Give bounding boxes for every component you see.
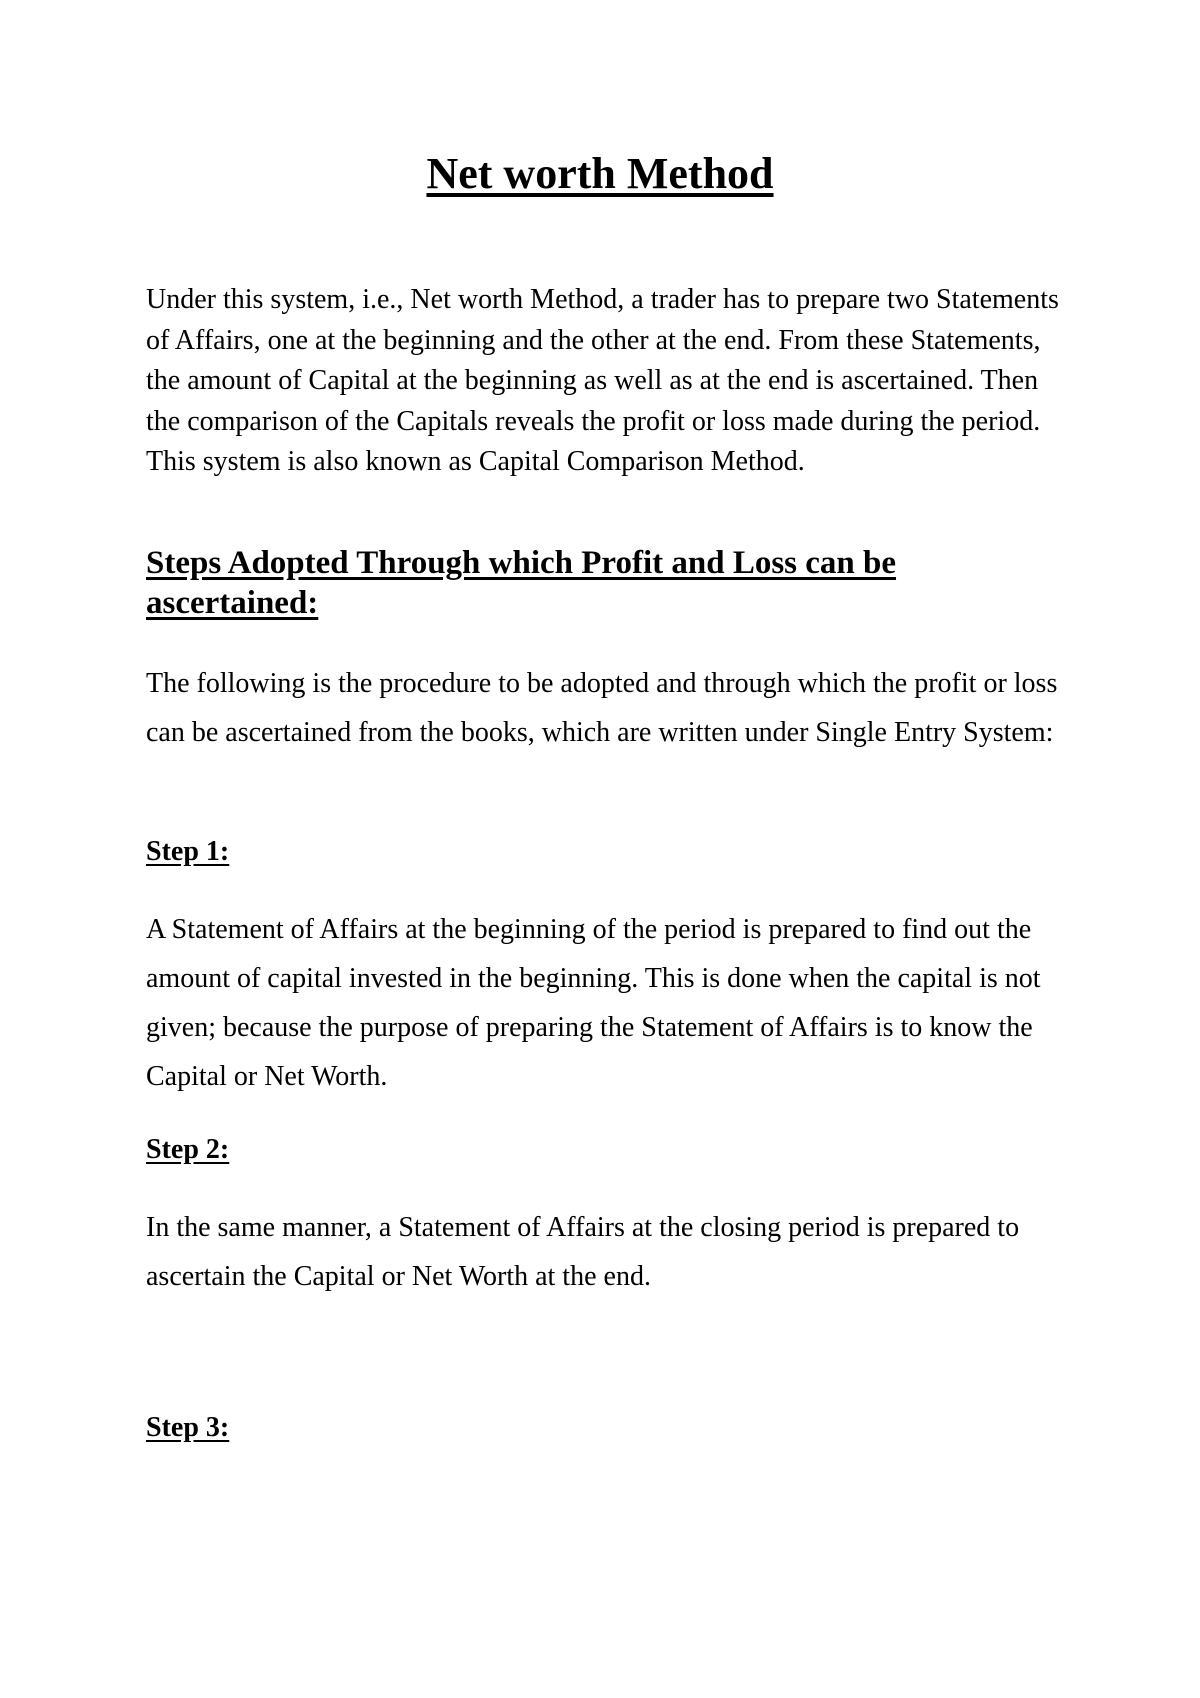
page-title: Net worth Method	[426, 149, 774, 198]
step-2-heading: Step 2:	[146, 1134, 230, 1165]
step-1-text: A Statement of Affairs at the beginning of the period is prepared to find out the amount of capital invested in the beginning. This is done when the capital is not given; because the purpose of preparing the Statement of Affairs is to know the Capital or Net Worth.	[146, 914, 1041, 1092]
step-1-heading: Step 1:	[146, 836, 230, 867]
procedure-paragraph: The following is the procedure to be adopted and through which the profit or loss can be ascertained from the books, which are written under Single Entry System:	[146, 668, 1058, 748]
section-heading: Steps Adopted Through which Profit and Loss can be ascertained:	[146, 545, 897, 621]
step-2-text: In the same manner, a Statement of Affairs at the closing period is prepared to ascertain the Capital or Net Worth at the end.	[146, 1212, 1020, 1292]
step-3-heading: Step 3:	[146, 1412, 230, 1443]
intro-paragraph: Under this system, i.e., Net worth Method, a trader has to prepare two Statements of Affairs, one at the beginning and the other at the end. From these Statements, the amount of Capital at the beginning as well as at the end is ascertained. Then the comparison of the Capitals reveals the profit or loss made during the period. This system is also known as Capital Comparison Method.	[146, 284, 1059, 477]
